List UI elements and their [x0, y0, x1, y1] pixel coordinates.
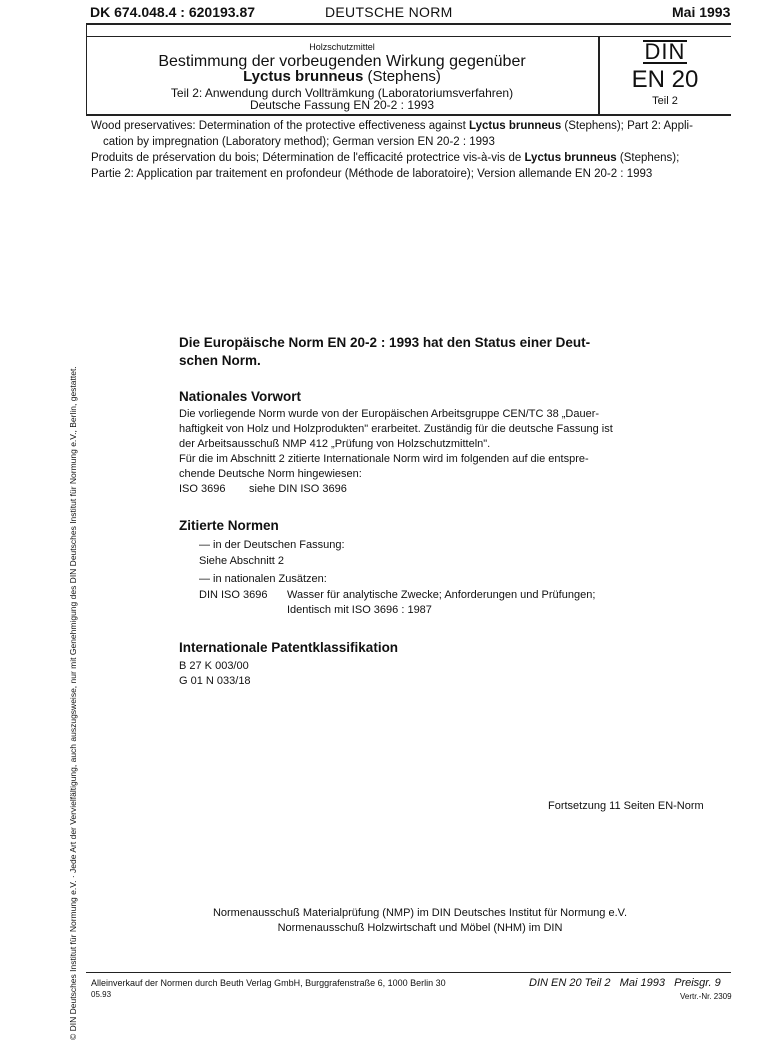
- dk-number: DK 674.048.4 : 620193.87: [90, 4, 256, 20]
- zitierte-ref-code: DIN ISO 3696: [199, 589, 268, 601]
- din-en-number: EN 20: [631, 66, 699, 93]
- zitierte-heading: Zitierte Normen: [179, 518, 279, 533]
- rule-din-separator: [598, 37, 600, 114]
- rule-top: [86, 23, 731, 25]
- title-line1: Bestimmung der vorbeugenden Wirkung gegenüber: [158, 53, 526, 70]
- zitierte-ref-desc: Wasser für analytische Zwecke; Anforderungen und Prüfungen; Identisch mit ISO 3696 : 1987: [287, 589, 596, 616]
- footer-doc-ref: DIN EN 20 Teil 2 Mai 1993 Preisgr. 9: [529, 977, 721, 989]
- patent-code2: G 01 N 033/18: [179, 675, 251, 687]
- committee-nhm: Normenausschuß Holzwirtschaft und Möbel (NHM) im DIN: [277, 922, 563, 934]
- din-logo: DIN: [644, 39, 686, 64]
- vorwort-heading: Nationales Vorwort: [179, 389, 302, 404]
- vorwort-ref-din: siehe DIN ISO 3696: [249, 483, 347, 495]
- species-name: Lyctus brunneus: [243, 68, 364, 85]
- zitierte-item2: — in nationalen Zusätzen:: [199, 573, 327, 585]
- copyright-side-note: © DIN Deutsches Institut für Normung e.V. · Jede Art der Vervielfältigung, auch auszugsweise, nur mit Genehmigung des DIN Deutsches Institut für Normung e.V., Berlin, gestattet.: [68, 366, 78, 1040]
- status-statement: Die Europäische Norm EN 20-2 : 1993 hat den Status einer Deut- schen Norm.: [179, 335, 591, 368]
- patent-heading: Internationale Patentklassifikation: [179, 640, 399, 655]
- din-part: Teil 2: [652, 95, 678, 107]
- continuation-note: Fortsetzung 11 Seiten EN-Norm: [548, 800, 704, 812]
- norm-type: DEUTSCHE NORM: [325, 4, 453, 20]
- title-line2: [86, 68, 598, 85]
- footer-seller: Alleinverkauf der Normen durch Beuth Verlag GmbH, Burggrafenstraße 6, 1000 Berlin 30: [91, 978, 446, 988]
- committee-nmp: Normenausschuß Materialprüfung (NMP) im DIN Deutsches Institut für Normung e.V.: [212, 907, 628, 919]
- rule-title-inner-top: [86, 36, 731, 37]
- zitierte-item1: — in der Deutschen Fassung:: [199, 539, 345, 551]
- title-line4: Deutsche Fassung EN 20-2 : 1993: [249, 98, 435, 112]
- species-author: (Stephens): [363, 68, 441, 85]
- title-line3: Teil 2: Anwendung durch Vollträmkung (Laboratoriumsverfahren): [170, 86, 514, 100]
- english-title: Wood preservatives: Determination of the protective effectiveness against Lyctus brunneus (Stephens); Part 2: Appli- cation by impregnation (Laboratory method); German version EN 20-2 : 1993: [91, 120, 693, 148]
- title-category: Holzschutzmittel: [309, 42, 375, 52]
- vorwort-paragraph1: Die vorliegende Norm wurde von der Europäischen Arbeitsgruppe CEN/TC 38 „Dauer- haftigkeit von Holz und Holzprodukten" erarbeitet. Zuständig für die deutsche Fassung ist der Arbeitsausschuß NMP 412 „Prüfung von Holzschutzmitteln".: [179, 408, 613, 450]
- zitierte-item1-sub: Siehe Abschnitt 2: [199, 555, 285, 567]
- vorwort-paragraph2: Für die im Abschnitt 2 zitierte Internationale Norm wird im folgenden auf die entspre- chende Deutsche Norm hingewiesen:: [179, 453, 589, 480]
- vorwort-ref-iso: ISO 3696: [179, 483, 226, 495]
- footer-rule: [86, 972, 731, 973]
- issue-date: Mai 1993: [672, 4, 731, 20]
- footer-vertr: Vertr.-Nr. 2309: [680, 992, 732, 1001]
- french-title: Produits de préservation du bois; Détermination de l'efficacité protectrice vis-à-vis de Lyctus brunneus (Stephens); Partie 2: Application par traitement en profondeur (Méthode de laboratoire); Version allemande EN 20-2 : 1993: [91, 152, 680, 180]
- footer-issue-date: 05.93: [91, 990, 112, 999]
- rule-title-bottom: [86, 114, 731, 116]
- patent-code1: B 27 K 003/00: [179, 660, 249, 672]
